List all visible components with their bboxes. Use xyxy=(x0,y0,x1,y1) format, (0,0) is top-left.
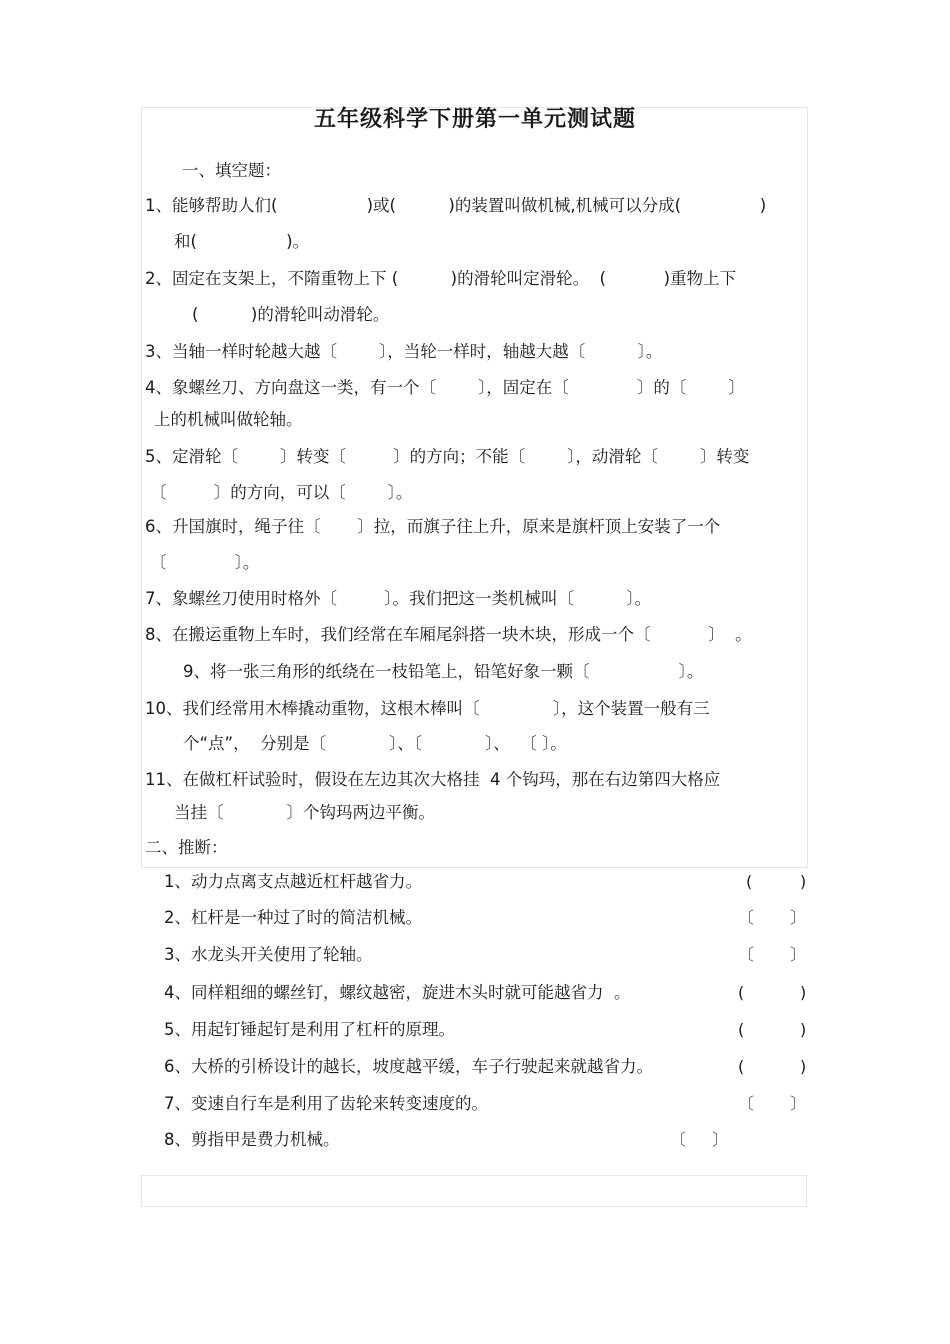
answer-paren-open: ( xyxy=(746,872,753,891)
answer-paren-open: ( xyxy=(738,983,745,1002)
question-line: 6、升国旗时，绳子往〔 〕拉，而旗子往上升，原来是旗杆顶上安装了一个 xyxy=(145,517,721,536)
question-line: 2、固定在支架上，不隋重物上下 ( )的滑轮叫定滑轮。 ( )重物上下 xyxy=(145,269,737,288)
answer-paren-close: ) xyxy=(800,1057,807,1076)
answer-paren-open: 〔 xyxy=(670,1130,687,1149)
question-line: 上的机械叫做轮轴。 xyxy=(154,410,303,429)
question-line: 9、将一张三角形的纸绕在一枝铅笔上，铅笔好象一颗〔 〕。 xyxy=(183,662,704,681)
judgement-item: 7、变速自行车是利用了齿轮来转变速度的。 xyxy=(164,1094,488,1113)
question-line: 10、我们经常用木棒撬动重物，这根木棒叫〔 〕，这个装置一般有三 xyxy=(145,699,710,718)
question-line: 7、象螺丝刀使用时格外〔 〕。我们把这一类机械叫〔 〕。 xyxy=(145,589,652,608)
question-line: 1、能够帮助人们( )或( )的装置叫做机械,机械可以分成( ) xyxy=(145,196,767,215)
judgement-item: 3、水龙头开关使用了轮轴。 xyxy=(164,945,373,964)
answer-paren-open: ( xyxy=(738,1020,745,1039)
judgement-item: 5、用起钉锤起钉是利用了杠杆的原理。 xyxy=(164,1020,455,1039)
judgement-item: 1、动力点离支点越近杠杆越省力。 xyxy=(164,872,422,891)
question-line: 5、定滑轮〔 〕转变〔 〕的方向；不能〔 〕，动滑轮〔 〕转变 xyxy=(145,447,750,466)
answer-paren-close: 〕 xyxy=(790,945,807,964)
answer-paren-close: 〕 xyxy=(790,1094,807,1113)
question-line: 3、当轴一样时轮越大越〔 〕，当轮一样时，轴越大越〔 〕。 xyxy=(145,342,663,361)
answer-paren-open: 〔 xyxy=(738,945,755,964)
judgement-item: 4、同样粗细的螺丝钉，螺纹越密，旋进木头时就可能越省力 。 xyxy=(164,983,631,1002)
page-title: 五年级科学下册第一单元测试题 xyxy=(313,106,636,132)
question-line: 当挂〔 〕个钩玛两边平衡。 xyxy=(174,803,435,822)
judgement-item: 8、剪指甲是费力机械。 xyxy=(164,1130,340,1149)
question-line: 个“点”， 分别是〔 〕、〔 〕、 〔 〕。 xyxy=(183,734,567,753)
judgement-item: 2、杠杆是一种过了时的简洁机械。 xyxy=(164,908,422,927)
answer-paren-close: 〕 xyxy=(712,1130,729,1149)
question-line: ( )的滑轮叫动滑轮。 xyxy=(192,305,390,324)
footer-frame xyxy=(141,1175,807,1207)
question-line: 8、在搬运重物上车时，我们经常在车厢尾斜搭一块木块，形成一个〔 〕 。 xyxy=(145,625,752,644)
answer-paren-close: 〕 xyxy=(790,908,807,927)
judgement-item: 6、大桥的引桥设计的越长，坡度越平缓，车子行驶起来就越省力。 xyxy=(164,1057,653,1076)
question-line: 11、在做杠杆试验时，假设在左边其次大格挂 4 个钩玛，那在右边第四大格应 xyxy=(145,770,721,789)
question-line: 〔 〕。 xyxy=(150,553,260,572)
question-line: 4、象螺丝刀、方向盘这一类，有一个〔 〕，固定在〔 〕的〔 〕 xyxy=(145,378,745,397)
answer-paren-open: 〔 xyxy=(738,1094,755,1113)
section-heading-judgement: 二、推断： xyxy=(145,838,228,857)
question-line: 和( )。 xyxy=(174,232,310,251)
answer-paren-open: 〔 xyxy=(738,908,755,927)
answer-paren-close: ) xyxy=(800,1020,807,1039)
question-line: 〔 〕的方向，可以〔 〕。 xyxy=(150,483,413,502)
answer-paren-open: ( xyxy=(738,1057,745,1076)
section-heading-fill-blank: 一、填空题： xyxy=(182,161,281,180)
answer-paren-close: ) xyxy=(800,872,807,891)
answer-paren-close: ) xyxy=(800,983,807,1002)
